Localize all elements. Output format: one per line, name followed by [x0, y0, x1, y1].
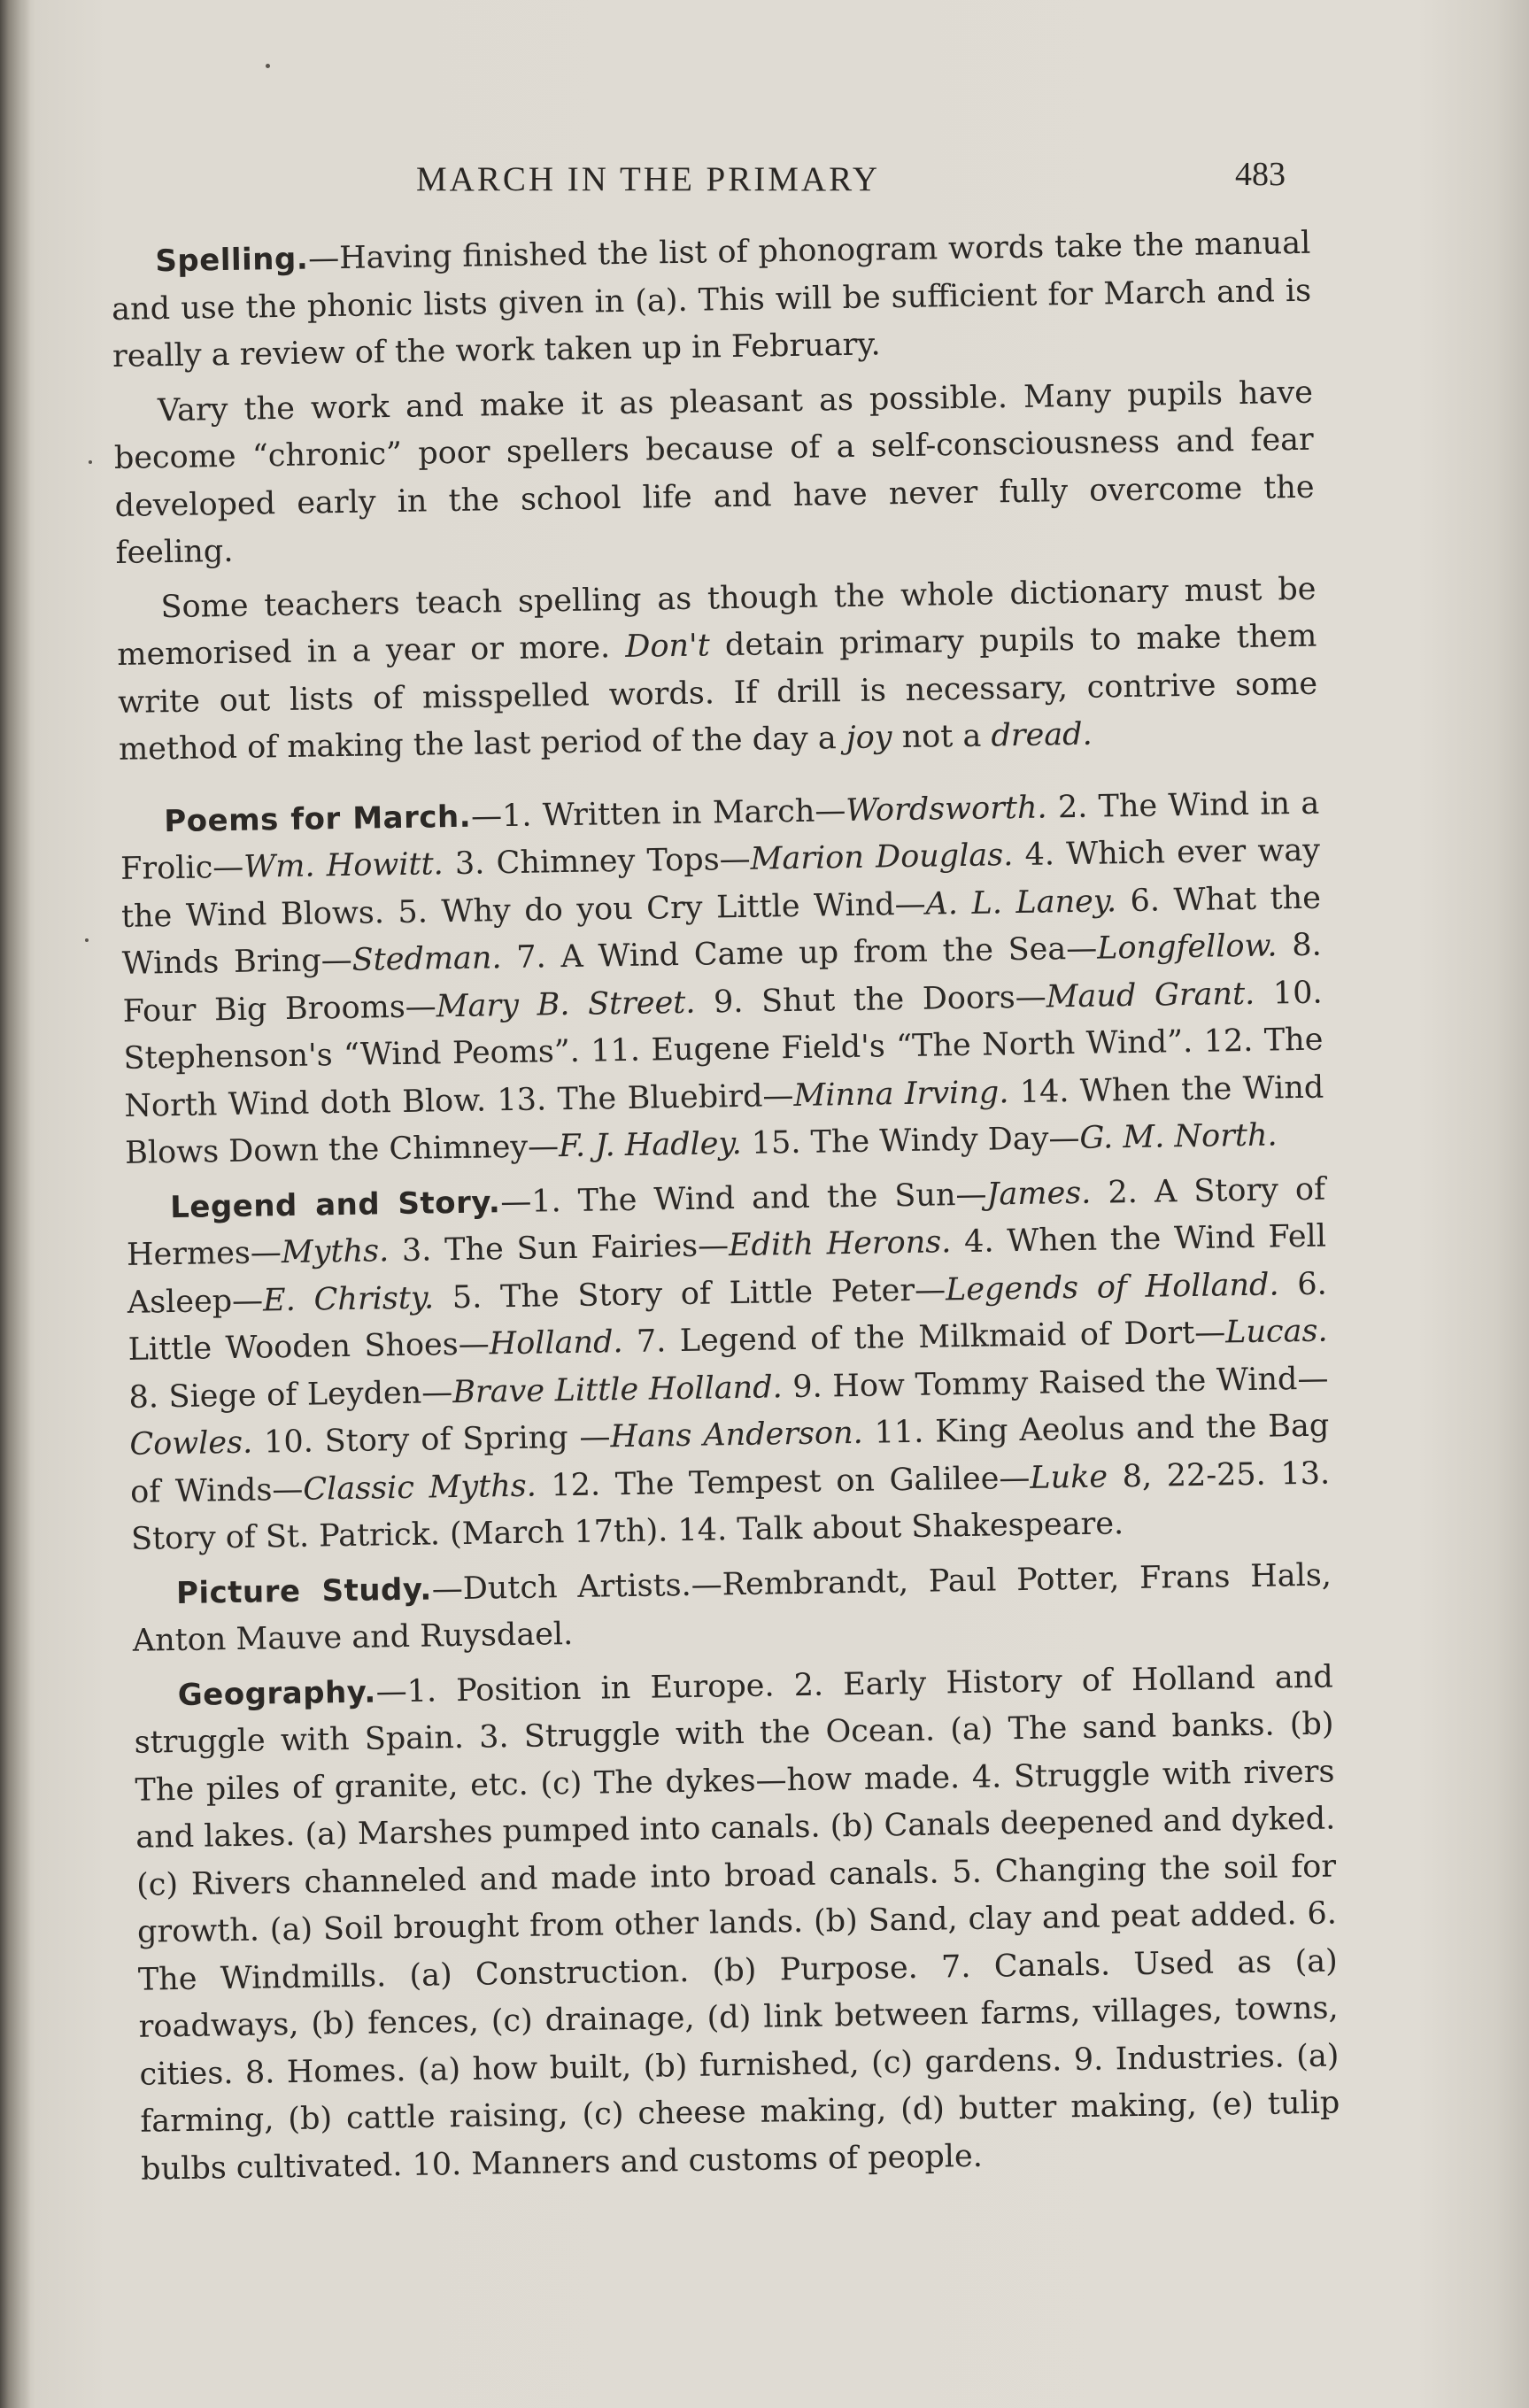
- picture-study-heading: Picture Study.: [175, 1571, 433, 1611]
- story-title: 4. When the Wind Fell Asleep—: [127, 1218, 1327, 1321]
- spelling-text: —Having finished the list of phonogram words take the manual and use the phonic lists given in (a). This will be sufficient for March and is really a review of the work taken up in February.: [111, 225, 1312, 374]
- poem-author: G. M. North.: [1079, 1117, 1278, 1156]
- story-title: 12. The Tempest on Galilee—: [536, 1460, 1031, 1504]
- spelling-heading: Spelling.: [155, 241, 309, 280]
- running-header: MARCH IN THE PRIMARY: [416, 160, 881, 198]
- story-author: Brave Little Holland.: [452, 1369, 784, 1410]
- poem-title: 7. A Wind Came up from the Sea—: [501, 930, 1098, 976]
- text-run: Some teachers teach spelling as though the whole dictionary must be memorised in a year or more.: [117, 571, 1317, 673]
- poem-author: A. L. Laney.: [925, 883, 1117, 922]
- poem-title: 8. Four Big Brooms—: [122, 927, 1323, 1030]
- poems-list: [120, 785, 1324, 1171]
- story-title: 2. A Story of Hermes—: [126, 1171, 1326, 1273]
- story-author: James.: [986, 1175, 1092, 1213]
- emphasis: joy: [846, 720, 892, 757]
- story-author: Hans Anderson.: [610, 1415, 863, 1455]
- poem-author: Wm. Howitt.: [243, 846, 444, 885]
- poem-author: Marion Douglas.: [750, 837, 1014, 877]
- story-title: 7. Legend of the Milkmaid of Dort—: [622, 1315, 1226, 1361]
- emphasis: dread.: [991, 716, 1093, 754]
- story-author: Edith Herons.: [728, 1224, 952, 1264]
- poems-paragraph: [120, 780, 1325, 1177]
- poem-author: Maud Grant.: [1046, 976, 1255, 1015]
- emphasis: Don't: [625, 628, 711, 665]
- legend-heading: Legend and Story.: [169, 1184, 501, 1225]
- legend-paragraph: [126, 1166, 1332, 1563]
- story-title: 8, 22-25. 13. Story of St. Patrick. (March 17th). 14. Talk about Shakespeare.: [130, 1455, 1331, 1557]
- poem-author: Longfellow.: [1096, 928, 1278, 967]
- poems-heading: Poems for March.: [164, 799, 472, 839]
- story-title: 5. The Story of Little Peter—: [433, 1271, 946, 1316]
- story-author: Classic Myths.: [303, 1468, 537, 1508]
- text-run: detain primary pupils to make them write out lists of misspelled words. If drill is necessary, contrive some method of making the last period of the day a: [117, 618, 1318, 768]
- story-title: 3. The Sun Fairies—: [388, 1228, 730, 1270]
- geography-heading: Geography.: [177, 1673, 377, 1713]
- book-spine-shadow: [0, 0, 30, 2408]
- spelling-paragraph-3: [116, 566, 1318, 774]
- poem-title: 4. Which ever way the Wind Blows. 5. Why do you Cry Little Wind—: [120, 832, 1321, 935]
- picture-study-paragraph: [132, 1552, 1333, 1665]
- poem-title: 2. The Wind in a Frolic—: [120, 785, 1320, 887]
- poem-title: 9. Shut the Doors—: [695, 979, 1046, 1021]
- poem-title: 3. Chimney Tops—: [443, 841, 751, 883]
- story-title: 10. Story of Spring —: [251, 1419, 611, 1461]
- poem-title: —1. Written in March—: [470, 792, 846, 835]
- page-body: [111, 220, 1341, 2201]
- paper-speck: [89, 460, 92, 464]
- story-author: Myths.: [281, 1233, 390, 1271]
- story-author: Lucas.: [1224, 1313, 1328, 1351]
- picture-study-text: —Dutch Artists.—Rembrandt, Paul Potter, Frans Hals, Anton Mauve and Ruysdael.: [132, 1557, 1332, 1659]
- poem-title: 6. What the Winds Bring—: [121, 880, 1322, 982]
- story-author: Holland.: [489, 1324, 623, 1362]
- poem-title: 14. When the Wind Blows Down the Chimney—: [124, 1069, 1324, 1171]
- spelling-paragraph-2: Vary the work and make it as pleasant as possible. Many pupils have become “chronic” poor spellers because of a self-consciousness and fear developed early in the school life and have never fully overcome the feeling.: [113, 374, 1315, 571]
- story-author: Cowles.: [129, 1424, 253, 1463]
- geography-text: —1. Position in Europe. 2. Early History of Holland and struggle with Spain. 3. Struggle with the Ocean. (a) The sand banks. (b) The piles of granite, etc. (c) The dykes—how made. 4. Struggle with rivers and lakes. (a) Marshes pumped into canals. (b) Canals deepened and dyked. (c) Rivers channeled and made into broad canals. 5. Changing the soil for growth. (a) Soil brought from other lands. (b) Sand, clay and peat added. 6. The Windmills. (a) Construction. (b) Purpose. 7. Canals. Used as (a) roadways, (b) fences, (c) drainage, (d) link between farms, villages, towns, cities. 8. Homes. (a) how built, (b) furnished, (c) gardens. 9. Industries. (a) farming, (b) cattle raising, (c) cheese making, (d) butter making, (e) tulip bulbs cultivated. 10. Manners and customs of people.: [134, 1659, 1340, 2188]
- poem-author: F. J. Hadley.: [558, 1125, 743, 1165]
- poem-title: 10. Stephenson's “Wind Peoms”. 11. Eugene Field's “The North Wind”. 12. The North Wind doth Blow. 13. The Bluebird—: [123, 975, 1324, 1124]
- paper-speck: [85, 938, 89, 942]
- page-number: 483: [1235, 156, 1286, 193]
- story-title: 9. How Tommy Raised the Wind—: [782, 1361, 1329, 1405]
- legend-list: [127, 1171, 1331, 1557]
- story-author: Luke: [1030, 1458, 1108, 1496]
- poem-author: Mary B. Street.: [436, 984, 696, 1024]
- spelling-paragraph: [111, 220, 1312, 382]
- poem-title: 15. The Windy Day—: [741, 1120, 1080, 1162]
- story-author: Legends of Holland.: [945, 1266, 1279, 1308]
- poem-author: Minna Irving.: [793, 1074, 1009, 1114]
- story-title: —1. The Wind and the Sun—: [499, 1177, 987, 1220]
- geography-paragraph: [133, 1654, 1340, 2194]
- poem-author: Stedman.: [351, 940, 502, 978]
- story-title: 11. King Aeolus and the Bag of Winds—: [129, 1408, 1330, 1510]
- paper-speck: [266, 64, 270, 68]
- story-author: E. Christy.: [262, 1279, 435, 1318]
- story-title: 8. Siege of Leyden—: [128, 1374, 453, 1416]
- text-run: not a: [892, 718, 992, 756]
- story-title: 6. Little Wooden Shoes—: [127, 1266, 1328, 1368]
- poem-author: Wordsworth.: [846, 789, 1047, 829]
